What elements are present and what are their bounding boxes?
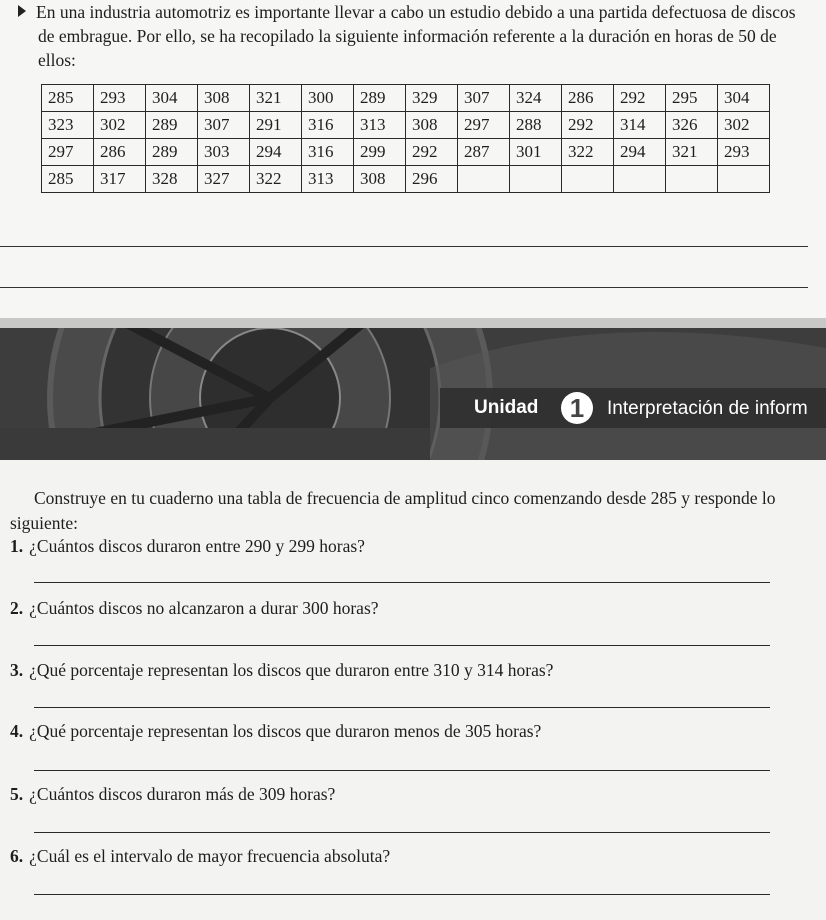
table-cell: 301 (510, 139, 562, 166)
table-cell: 293 (94, 85, 146, 112)
unit-banner (0, 328, 826, 460)
question-6: 6. ¿Cuál es el intervalo de mayor frecuencia absoluta? (10, 846, 391, 866)
table-cell: 329 (406, 85, 458, 112)
table-cell: 294 (614, 139, 666, 166)
table-cell: 313 (302, 166, 354, 193)
table-cell: 291 (250, 112, 302, 139)
answer-rule-1 (0, 246, 808, 247)
answer-line-5[interactable] (34, 832, 770, 833)
table-cell: 322 (250, 166, 302, 193)
table-cell: 297 (458, 112, 510, 139)
answer-line-4[interactable] (34, 770, 770, 771)
duration-data-table (41, 84, 770, 193)
table-cell: 292 (406, 139, 458, 166)
table-cell (718, 166, 770, 193)
answer-line-3[interactable] (34, 707, 770, 708)
table-cell: 317 (94, 166, 146, 193)
table-cell: 292 (562, 112, 614, 139)
table-cell: 308 (406, 112, 458, 139)
table-cell: 322 (562, 139, 614, 166)
unit-title: Interpretación de inform (607, 398, 808, 419)
table-cell: 289 (354, 85, 406, 112)
table-cell: 308 (198, 85, 250, 112)
question-3: 3. ¿Qué porcentaje representan los discos que duraron entre 310 y 314 horas? (10, 660, 554, 680)
table-cell: 314 (614, 112, 666, 139)
problem-section (0, 0, 826, 318)
table-cell: 293 (718, 139, 770, 166)
table-cell: 285 (42, 85, 94, 112)
table-cell: 302 (718, 112, 770, 139)
triangle-bullet-icon (18, 5, 26, 17)
table-cell: 323 (42, 112, 94, 139)
table-cell (510, 166, 562, 193)
question-4: 4. ¿Qué porcentaje representan los discos que duraron menos de 305 horas? (10, 721, 542, 741)
unit-label: Unidad (474, 397, 539, 418)
table-cell: 299 (354, 139, 406, 166)
table-cell (562, 166, 614, 193)
table-cell: 321 (250, 85, 302, 112)
table-cell (614, 166, 666, 193)
intro-text: En una industria automotriz es importante llevar a cabo un estudio debido a una partida defectuosa de discos de embrague. Por ello, se ha recopilado la siguiente información referente a la duración en horas de 50 de ellos: (36, 2, 796, 70)
table-cell: 304 (146, 85, 198, 112)
table-cell: 327 (198, 166, 250, 193)
table-cell: 285 (42, 166, 94, 193)
table-row (42, 112, 770, 139)
table-cell: 292 (614, 85, 666, 112)
table-cell: 302 (94, 112, 146, 139)
table-cell: 307 (198, 112, 250, 139)
table-cell: 296 (406, 166, 458, 193)
table-cell: 289 (146, 112, 198, 139)
question-2: 2. ¿Cuántos discos no alcanzaron a durar 300 horas? (10, 598, 379, 618)
table-cell: 326 (666, 112, 718, 139)
table-cell: 297 (42, 139, 94, 166)
table-cell: 321 (666, 139, 718, 166)
answer-line-6[interactable] (34, 894, 770, 895)
table-cell: 294 (250, 139, 302, 166)
table-cell: 308 (354, 166, 406, 193)
table-cell (458, 166, 510, 193)
roulette-wheel-graphic (0, 328, 826, 460)
table-cell: 304 (718, 85, 770, 112)
question-1: 1. ¿Cuántos discos duraron entre 290 y 299 horas? (10, 536, 365, 556)
table-row (42, 166, 770, 193)
table-cell: 328 (146, 166, 198, 193)
instructions-text: Construye en tu cuaderno una tabla de frecuencia de amplitud cinco comenzando desde 285 y responde lo siguiente: (10, 488, 776, 533)
exercise-instructions (10, 486, 800, 536)
unit-number-badge: 1 (561, 392, 593, 424)
table-cell: 313 (354, 112, 406, 139)
problem-intro (18, 0, 808, 72)
table-cell: 316 (302, 139, 354, 166)
page-gap (0, 318, 826, 328)
table-cell (666, 166, 718, 193)
answer-rule-2 (0, 287, 808, 288)
table-cell: 307 (458, 85, 510, 112)
table-cell: 286 (94, 139, 146, 166)
table-cell: 288 (510, 112, 562, 139)
answer-line-2[interactable] (34, 645, 770, 646)
table-cell: 303 (198, 139, 250, 166)
table-cell: 300 (302, 85, 354, 112)
table-cell: 289 (146, 139, 198, 166)
table-row (42, 85, 770, 112)
table-cell: 287 (458, 139, 510, 166)
question-5: 5. ¿Cuántos discos duraron más de 309 horas? (10, 784, 336, 804)
answer-line-1[interactable] (34, 582, 770, 583)
table-cell: 286 (562, 85, 614, 112)
table-row (42, 139, 770, 166)
table-cell: 316 (302, 112, 354, 139)
table-cell: 295 (666, 85, 718, 112)
table-cell: 324 (510, 85, 562, 112)
